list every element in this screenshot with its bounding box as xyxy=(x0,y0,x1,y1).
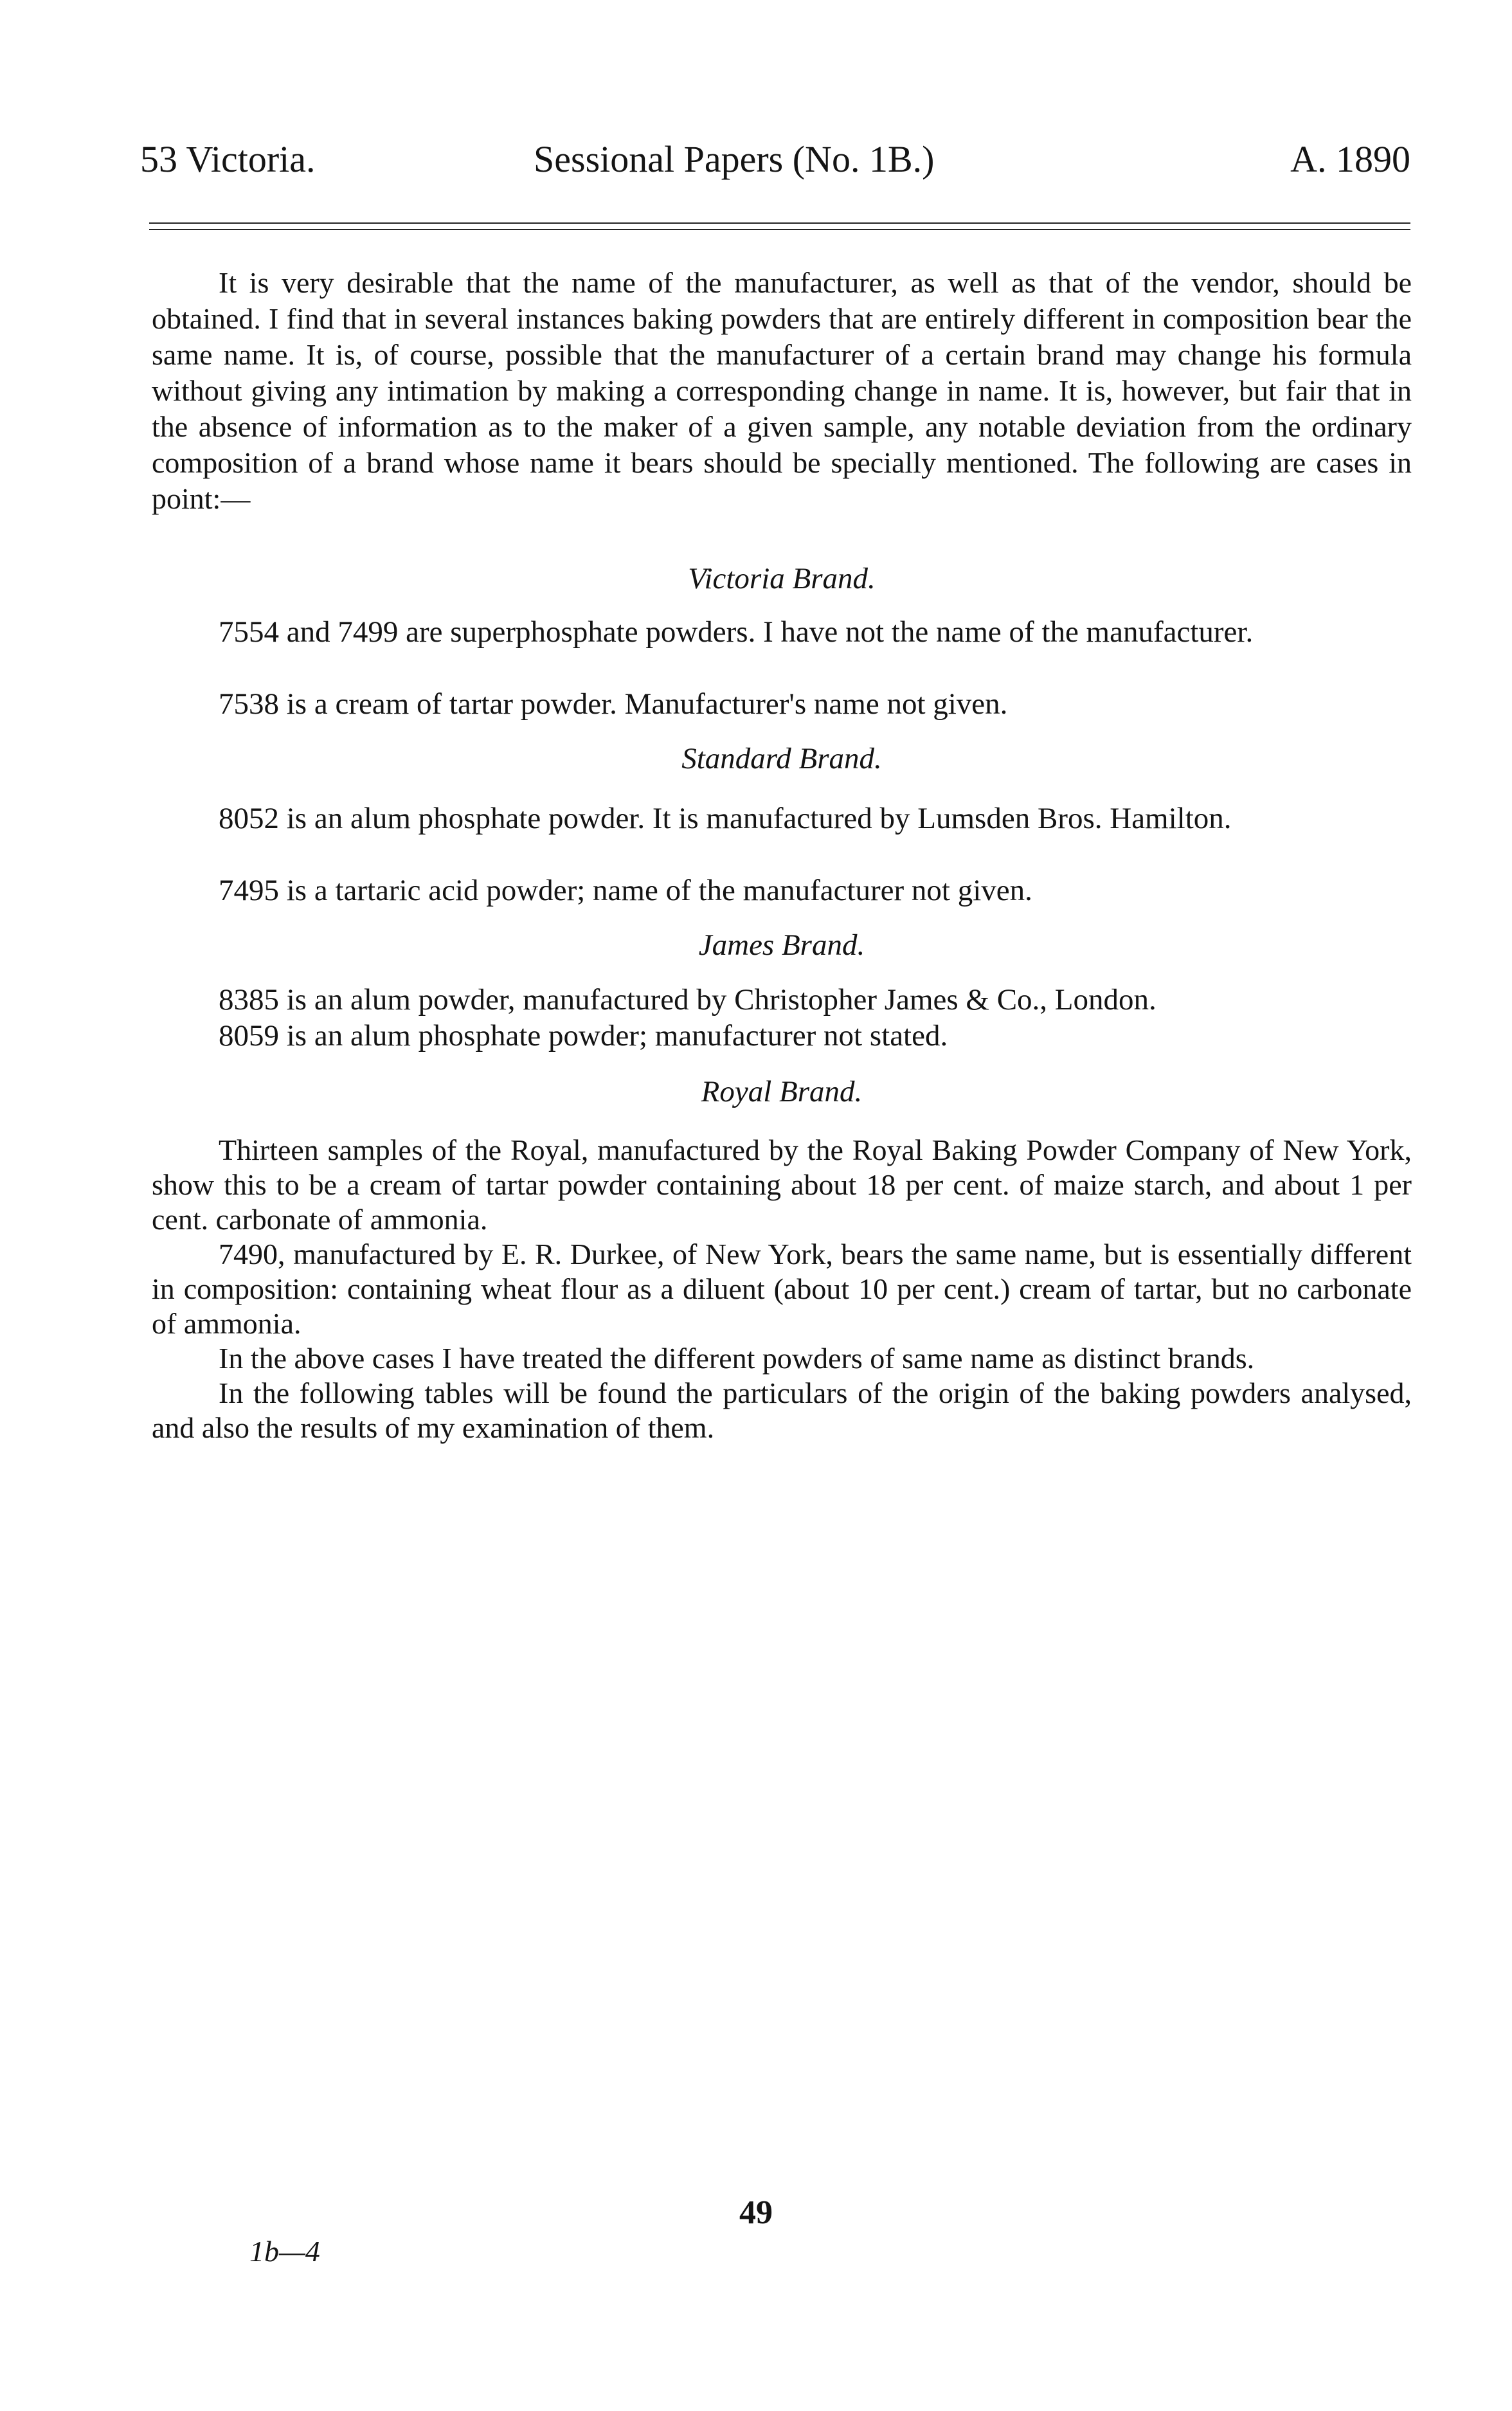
page-number: 49 xyxy=(739,2194,773,2231)
printer-signature: 1b—4 xyxy=(249,2235,320,2268)
header-title: Sessional Papers (No. 1B.) xyxy=(534,138,935,180)
royal-paragraph-2: 7490, manufactured by E. R. Durkee, of New York, bears the same name, but is essentially different in composition: containing wheat flour as a diluent (about 10 per cent.) cream of tartar, but no carbonate of ammonia. xyxy=(152,1238,1412,1340)
royal-paragraph-4: In the following tables will be found the particulars of the origin of the baking powders analysed, and also the results of my examination of them. xyxy=(152,1377,1412,1444)
intro-paragraph: It is very desirable that the name of the manufacturer, as well as that of the vendor, should be obtained. I find that in several instances baking powders that are entirely different in composition bear the same name. It is, of course, possible that the manufacturer of a certain brand may change his formula without giving any intimation by making a corresponding change in name. It is, however, but fair that in the absence of information as to the maker of a given sample, any notable deviation from the ordinary composition of a brand whose name it bears should be specially mentioned. The following are cases in point:— xyxy=(152,266,1412,515)
royal-brand-discussion xyxy=(152,1133,1412,1445)
standard-line-2: 7495 is a tartaric acid powder; name of the manufacturer not given. xyxy=(219,874,1032,907)
running-header xyxy=(140,134,1410,185)
royal-paragraph-3: In the above cases I have treated the different powders of same name as distinct brands. xyxy=(219,1342,1255,1375)
james-line-1: 8385 is an alum powder, manufactured by Christopher James & Co., London. xyxy=(219,983,1156,1016)
victoria-line-1: 7554 and 7499 are superphosphate powders. I have not the name of the manufacturer. xyxy=(219,615,1254,649)
section-heading-royal: Royal Brand. xyxy=(701,1075,863,1108)
section-heading-victoria: Victoria Brand. xyxy=(688,562,876,595)
section-heading-james: James Brand. xyxy=(698,928,865,962)
header-year: A. 1890 xyxy=(1290,138,1410,180)
header-session: 53 Victoria. xyxy=(140,138,316,180)
royal-paragraph-1: Thirteen samples of the Royal, manufactured by the Royal Baking Powder Company of New York, show this to be a cream of tartar powder containing about 18 per cent. of maize starch, and about 1 per cent. carbonate of ammonia. xyxy=(152,1133,1412,1236)
james-line-2: 8059 is an alum phosphate powder; manufacturer not stated. xyxy=(219,1019,948,1052)
victoria-line-2: 7538 is a cream of tartar powder. Manufacturer's name not given. xyxy=(219,687,1008,721)
section-heading-standard: Standard Brand. xyxy=(681,742,882,775)
header-rule-top xyxy=(149,222,1410,224)
standard-line-1: 8052 is an alum phosphate powder. It is manufactured by Lumsden Bros. Hamilton. xyxy=(219,802,1232,835)
header-rule-bottom xyxy=(149,229,1410,230)
